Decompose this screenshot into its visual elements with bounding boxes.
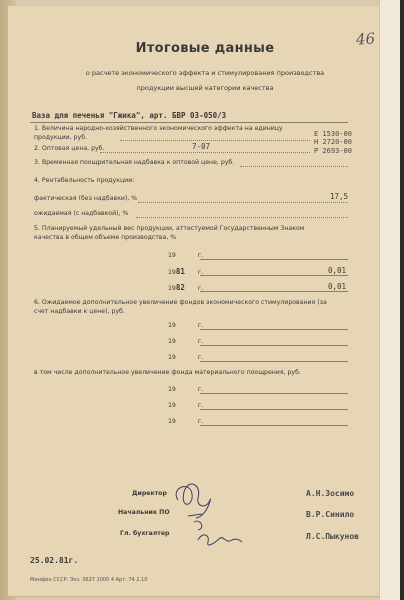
year-suffix: г. xyxy=(197,354,204,361)
price-stamp: Р 2693-00 xyxy=(314,146,352,155)
item-6-row-line xyxy=(200,361,348,362)
item-4a-line xyxy=(138,202,348,203)
subtitle xyxy=(40,66,370,96)
year-suffix: г. xyxy=(197,269,204,276)
item-1-label: 1. Величина народно-хозяйственного экономического эффекта на единицу продукции, руб. xyxy=(34,125,283,141)
subtitle-line-2: продукции высшей категории качества xyxy=(136,84,274,92)
item-5-row-line xyxy=(200,275,348,276)
item-5-label: 5. Планируемый удельный вес продукции, аттестуемой Государственным Знаком качества в общем объеме производства, % xyxy=(34,225,305,241)
item-7-row-line xyxy=(200,409,348,410)
item-4b-label: ожидаемая (с надбавкой), % xyxy=(34,210,129,217)
item-3-line xyxy=(240,166,348,167)
year-suffix: г. xyxy=(197,402,204,409)
year-suffix: г. xyxy=(197,285,204,292)
head-label: Начальник ПО xyxy=(118,509,170,516)
subtitle-line-1: о расчете экономического эффекта и стимулирования производства xyxy=(85,69,325,77)
page-title: Итоговые данные xyxy=(135,41,275,56)
rule xyxy=(30,122,348,123)
item-7-row xyxy=(168,386,203,393)
item-5-row xyxy=(168,252,203,259)
item-6-row-line xyxy=(200,329,348,330)
handwritten-signatures xyxy=(150,470,250,560)
director-name: А.Н.Зосимо xyxy=(306,489,355,498)
year-prefix: 19 xyxy=(168,418,176,425)
item-4a-value: 17,5 xyxy=(330,192,349,201)
year-prefix: 19 xyxy=(168,322,176,329)
item-7-row xyxy=(168,418,203,425)
page-number: 46 xyxy=(355,29,376,49)
item-7-row-line xyxy=(200,393,348,394)
item-2-label: 2. Оптовая цена, руб. xyxy=(34,145,105,152)
price-stamp: Н 2720-00 xyxy=(314,138,352,147)
head-name: В.Р.Синило xyxy=(306,510,355,519)
item-6-row xyxy=(168,338,203,345)
item-4b-line xyxy=(136,217,348,218)
product-name: Ваза для печенья "Гжика", арт. БВР 03-050/3 xyxy=(32,111,227,120)
accountant-name: Л.С.Пыкунов xyxy=(306,532,359,541)
year-suffix: г. xyxy=(197,418,204,425)
director-signature xyxy=(176,484,210,518)
year-prefix: 19 xyxy=(168,338,176,345)
year-prefix: 19 xyxy=(168,354,176,361)
year-suffix: г. xyxy=(197,338,204,345)
year-prefix: 19 xyxy=(168,269,176,276)
item-1-line xyxy=(120,140,310,141)
item-5-row-value: 0,01 xyxy=(328,266,347,275)
year-prefix: 19 xyxy=(168,285,176,292)
year-value: 81 xyxy=(175,267,185,276)
year-value: 82 xyxy=(175,283,185,292)
adjacent-page-strip xyxy=(379,0,404,600)
item-5-row xyxy=(168,267,203,276)
item-7-label: в том числе дополнительное увеличение фонда материального поощрения, руб. xyxy=(34,369,301,376)
year-suffix: г. xyxy=(197,252,204,259)
year-suffix: г. xyxy=(197,386,204,393)
item-5-row xyxy=(168,283,203,292)
accountant-signature xyxy=(198,535,242,545)
item-5-row-value: 0,01 xyxy=(328,282,347,291)
director-label: Директор xyxy=(132,490,167,497)
item-7-row-line xyxy=(200,425,348,426)
item-2-line xyxy=(100,152,310,153)
print-footer: Минфин СССР. Экз. 3627 1000 4 Арт. 74 2.10 xyxy=(30,577,148,583)
item-4-label: 4. Рентабельность продукции: xyxy=(34,177,135,184)
item-6-row-line xyxy=(200,345,348,346)
item-4a-label: фактическая (без надбавки), % xyxy=(34,195,138,202)
price-stamp: Е 1530-00 xyxy=(314,130,352,138)
item-6-row xyxy=(168,322,203,329)
item-5-row-line xyxy=(200,291,348,292)
year-suffix: г. xyxy=(197,322,204,329)
year-prefix: 19 xyxy=(168,386,176,393)
year-prefix: 19 xyxy=(168,402,176,409)
accountant-label: Гл. бухгалтер xyxy=(120,530,170,537)
price-stamps xyxy=(314,130,352,155)
year-prefix: 19 xyxy=(168,252,176,259)
item-5-row-line xyxy=(200,259,348,260)
item-7-row xyxy=(168,402,203,409)
item-3-label: 3. Временная поощрительная надбавка к оптовой цене, руб. xyxy=(34,159,235,166)
item-2-value: 7-07 xyxy=(192,142,211,151)
document-date: 25.02.81г. xyxy=(30,556,79,565)
item-6-label: 6. Ожидаемое дополнительное увеличение фондов экономического стимулирования (за счет надбавки к цене), руб. xyxy=(34,299,327,315)
item-6-row xyxy=(168,354,203,361)
